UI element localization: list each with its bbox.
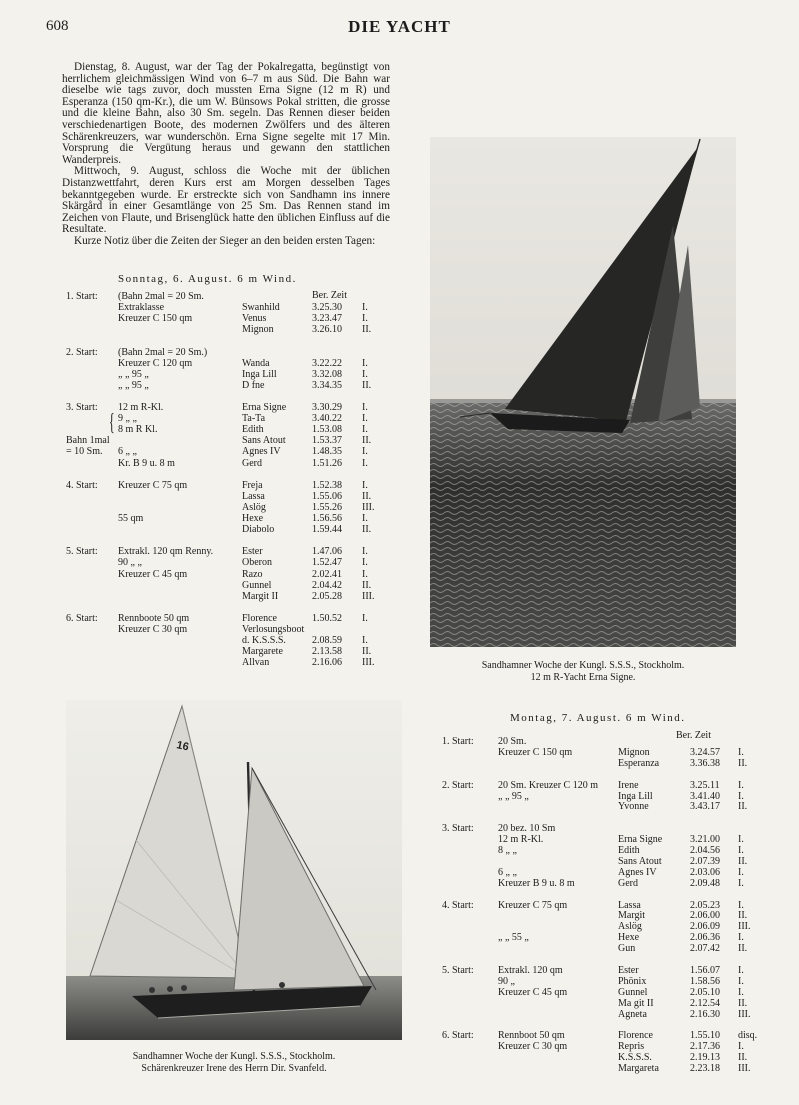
results-row xyxy=(66,313,396,324)
results-row xyxy=(442,921,772,932)
class-label: Kreuzer C 75 qm xyxy=(498,899,568,911)
sunday-results-title: Sonntag, 6. August. 6 m Wind. xyxy=(118,273,297,285)
boat-name: Sans Atout xyxy=(242,435,286,447)
results-row xyxy=(442,878,772,889)
boat-name: Lassa xyxy=(618,899,641,911)
corrected-time: 2.19.13 xyxy=(690,1052,720,1064)
photo-irene xyxy=(66,700,402,1040)
boat-name: Mignon xyxy=(242,324,274,336)
corrected-time: 3.34.35 xyxy=(312,379,342,391)
results-row xyxy=(442,845,772,856)
corrected-time: 2.06.09 xyxy=(690,921,720,933)
results-row xyxy=(442,1009,772,1020)
corrected-time: 3.30.29 xyxy=(312,402,342,413)
placing: II. xyxy=(362,490,372,502)
corrected-time: 1.59.44 xyxy=(312,524,342,536)
results-row xyxy=(66,413,396,424)
corrected-time: 3.40.22 xyxy=(312,413,342,425)
placing: I. xyxy=(738,975,744,987)
photo-erna-signe-image xyxy=(430,137,736,647)
start-label: 1. Start: xyxy=(66,291,98,302)
boat-name: Allvan xyxy=(242,657,270,669)
class-label: 90 „ „ xyxy=(118,557,142,569)
class-label: (Bahn 2mal = 20 Sm. xyxy=(118,291,204,302)
corrected-time: 2.08.59 xyxy=(312,635,342,647)
class-label: 6 „ „ xyxy=(498,866,517,878)
placing: I. xyxy=(738,779,744,791)
results-row xyxy=(442,976,772,987)
results-row xyxy=(66,502,396,513)
results-row xyxy=(66,458,396,469)
results-row xyxy=(66,557,396,568)
results-row xyxy=(66,602,396,613)
boat-name: Gunnel xyxy=(618,986,648,998)
results-row xyxy=(442,954,772,965)
corrected-time: 3.24.57 xyxy=(690,746,720,758)
boat-name: Gun xyxy=(618,943,636,955)
boat-name: Ta-Ta xyxy=(242,413,266,425)
placing: I. xyxy=(362,368,368,380)
placing: II. xyxy=(362,524,372,536)
class-label: Kreuzer C 75 qm xyxy=(118,479,188,491)
results-row xyxy=(442,736,772,747)
placing: I. xyxy=(362,424,368,436)
placing: III. xyxy=(738,921,751,933)
class-label: Kreuzer B 9 u. 8 m xyxy=(498,877,575,889)
corrected-time: 3.36.38 xyxy=(690,757,720,769)
boat-name: Swanhild xyxy=(242,302,280,314)
placing: I. xyxy=(362,612,368,624)
photo-irene-caption xyxy=(66,1051,402,1075)
boat-name: K.S.S.S. xyxy=(618,1052,652,1064)
class-label: Kr. B 9 u. 8 m xyxy=(118,457,175,469)
results-row xyxy=(442,769,772,780)
results-row xyxy=(442,1030,772,1041)
results-row xyxy=(66,535,396,546)
class-label: „ „ 95 „ xyxy=(498,790,529,802)
boat-name: Verlosungsboot xyxy=(242,624,305,635)
placing: III. xyxy=(362,657,375,669)
results-row xyxy=(66,469,396,480)
corrected-time: 2.17.36 xyxy=(690,1041,720,1053)
boat-name: Agnes IV xyxy=(242,446,281,458)
boat-name: Florence xyxy=(242,612,277,624)
caption-line: Sandhamner Woche der Kungl. S.S.S., Stockholm. xyxy=(132,1051,336,1062)
class-label: Rennboot 50 qm xyxy=(498,1030,565,1042)
corrected-time: 2.05.23 xyxy=(690,899,720,911)
class-label: Extraklasse xyxy=(118,302,165,314)
intro-paragraph: Dienstag, 8. August, war der Tag der Pokalregatta, begünstigt von herrlichem gleichmässigen Wind von 6–7 m aus Süd. Die Bahn war dieselbe wie tags zuvor, doch mussten Erna Signe (12 m R) und Esperanza (150 qm-Kr.), die um W. Bünsows Pokal stritten, die grosse und die kleine Bahn, also 30 Sm. segeln. Das Rennen dieser beiden verschiedenartigen Boote, des modernen Zwölfers und des älteren Schärenkreuzers, war wunderschön. Erna Signe segelte mit 17 Min. Vorsprung die Vergütung heraus und gewann den stattlichen Wanderpreis. xyxy=(62,61,390,166)
boat-name: Margit II xyxy=(242,590,279,602)
results-row xyxy=(66,480,396,491)
results-row xyxy=(66,380,396,391)
corrected-time: 2.05.28 xyxy=(312,590,342,602)
corrected-time: 1.53.08 xyxy=(312,424,342,436)
results-row xyxy=(66,335,396,346)
placing: II. xyxy=(738,997,748,1009)
boat-name: Ester xyxy=(242,546,263,558)
results-row xyxy=(442,823,772,834)
results-row xyxy=(442,1019,772,1030)
corrected-time: 1.52.38 xyxy=(312,479,342,491)
corrected-time: 1.56.07 xyxy=(690,964,720,976)
class-label: (Bahn 2mal = 20 Sm.) xyxy=(118,346,208,358)
start-label: 5. Start: xyxy=(442,964,474,976)
boat-name: Irene xyxy=(618,779,639,791)
class-label: Kreuzer C 45 qm xyxy=(498,986,568,998)
corrected-time: 3.22.22 xyxy=(312,357,342,369)
corrected-time: 1.47.06 xyxy=(312,546,342,558)
placing: I. xyxy=(362,479,368,491)
results-row xyxy=(442,812,772,823)
results-row xyxy=(66,546,396,557)
placing: II. xyxy=(738,855,748,867)
results-row xyxy=(66,491,396,502)
placing: I. xyxy=(362,457,368,469)
photo-irene-image xyxy=(66,700,402,1040)
class-label: 20 Sm. Kreuzer C 120 m xyxy=(498,779,598,791)
placing: I. xyxy=(738,834,744,846)
placing: disq. xyxy=(738,1030,758,1042)
start-label: 2. Start: xyxy=(66,346,98,358)
placing: III. xyxy=(362,501,375,513)
results-row xyxy=(66,424,396,435)
class-label: 12 m R-Kl. xyxy=(118,402,164,413)
results-row xyxy=(442,867,772,878)
boat-name: Hexe xyxy=(242,513,264,524)
corrected-time: 2.07.39 xyxy=(690,855,720,867)
start-label: 4. Start: xyxy=(442,899,474,911)
class-label: 8 „ „ xyxy=(498,845,517,856)
results-row xyxy=(442,747,772,758)
page-number: 608 xyxy=(46,18,69,34)
photo-erna-signe-caption xyxy=(430,660,736,684)
brace-mark: { xyxy=(108,410,115,436)
boat-name: Hexe xyxy=(618,932,640,944)
start-label: 2. Start: xyxy=(442,779,474,791)
intro-paragraph: Mittwoch, 9. August, schloss die Woche mit der üblichen Distanzwettfahrt, deren Kurs erst am Morgen desselben Tages bekanntgegeben wurde. Er erstreckte sich von Sandhamn ins innere Skärgård in einer Gesamtlänge von 25 Sm. Das Rennen stand im Zeichen von Flaute, und Brisenglück hatte den üblichen Einfluss auf die Resultate. xyxy=(62,165,390,236)
results-row xyxy=(442,987,772,998)
placing: I. xyxy=(738,964,744,976)
corrected-time: 2.05.10 xyxy=(690,986,720,998)
corrected-time: 3.26.10 xyxy=(312,324,342,336)
corrected-time: 2.23.18 xyxy=(690,1063,720,1074)
boat-name: Gunnel xyxy=(242,579,272,591)
boat-name: Edith xyxy=(242,424,264,436)
results-row xyxy=(66,580,396,591)
placing: I. xyxy=(362,357,368,369)
sunday-time-header: Ber. Zeit xyxy=(312,290,347,301)
corrected-time: 3.32.08 xyxy=(312,368,342,380)
results-row xyxy=(442,758,772,769)
placing: II. xyxy=(738,1052,748,1064)
sunday-results-table xyxy=(66,291,396,669)
placing: II. xyxy=(362,435,372,447)
placing: I. xyxy=(362,557,368,569)
corrected-time: 2.06.36 xyxy=(690,932,720,944)
corrected-time: 1.51.26 xyxy=(312,457,342,469)
corrected-time: 2.06.00 xyxy=(690,910,720,922)
results-row xyxy=(442,780,772,791)
results-row xyxy=(66,435,396,446)
results-row xyxy=(442,943,772,954)
results-row xyxy=(66,524,396,535)
boat-name: Aslög xyxy=(242,501,266,513)
corrected-time: 1.55.26 xyxy=(312,501,342,513)
corrected-time: 2.12.54 xyxy=(690,997,720,1009)
boat-name: Razo xyxy=(242,568,263,580)
corrected-time: 3.25.30 xyxy=(312,302,342,314)
class-label: 8 m R Kl. xyxy=(118,424,158,436)
results-row xyxy=(442,932,772,943)
results-row xyxy=(66,657,396,668)
placing: II. xyxy=(362,324,372,336)
results-row xyxy=(66,569,396,580)
placing: III. xyxy=(362,590,375,602)
photo-erna-signe xyxy=(430,137,736,647)
placing: I. xyxy=(738,746,744,758)
boat-name: Sans Atout xyxy=(618,855,662,867)
placing: I. xyxy=(738,866,744,878)
corrected-time: 1.48.35 xyxy=(312,446,342,458)
class-label: 9 „ „ xyxy=(118,413,137,425)
class-label: Kreuzer C 150 qm xyxy=(498,746,573,758)
class-label: 90 „ xyxy=(498,975,515,987)
corrected-time: 1.55.10 xyxy=(690,1030,720,1042)
class-label: 20 Sm. xyxy=(498,736,527,747)
corrected-time: 1.50.52 xyxy=(312,612,342,624)
placing: I. xyxy=(362,568,368,580)
placing: I. xyxy=(362,413,368,425)
boat-name: Yvonne xyxy=(618,801,649,813)
start-label: 5. Start: xyxy=(66,546,98,558)
results-row xyxy=(442,856,772,867)
results-row xyxy=(66,624,396,635)
class-label: Kreuzer C 30 qm xyxy=(498,1041,568,1053)
placing: I. xyxy=(362,313,368,325)
start-label: 6. Start: xyxy=(66,612,98,624)
results-row xyxy=(442,889,772,900)
class-label: Kreuzer C 30 qm xyxy=(118,624,188,635)
results-row xyxy=(66,446,396,457)
monday-results-table xyxy=(442,736,772,1076)
boat-name: Margarete xyxy=(242,646,283,658)
results-row xyxy=(66,324,396,335)
results-row xyxy=(66,613,396,624)
boat-name: Venus xyxy=(242,313,267,325)
class-label: 55 qm xyxy=(118,513,144,524)
boat-name: Ester xyxy=(618,964,639,976)
boat-name: Wanda xyxy=(242,357,270,369)
placing: I. xyxy=(738,790,744,802)
results-row xyxy=(66,591,396,602)
results-row xyxy=(442,910,772,921)
corrected-time: 2.16.30 xyxy=(690,1008,720,1020)
start-label: 1. Start: xyxy=(442,736,474,747)
start-label: 6. Start: xyxy=(442,1030,474,1042)
placing: I. xyxy=(738,845,744,856)
caption-line: Schärenkreuzer Irene des Herrn Dir. Svanfeld. xyxy=(141,1063,327,1074)
class-label: „ „ 55 „ xyxy=(498,932,529,944)
boat-name: Lassa xyxy=(242,490,265,502)
results-row xyxy=(66,635,396,646)
results-row xyxy=(442,965,772,976)
corrected-time: 3.25.11 xyxy=(690,779,720,791)
results-row xyxy=(442,900,772,911)
start-label: 3. Start: xyxy=(66,402,98,413)
corrected-time: 2.09.48 xyxy=(690,877,720,889)
intro-paragraph: Kurze Notiz über die Zeiten der Sieger an den beiden ersten Tagen: xyxy=(74,234,376,247)
start-label: Bahn 1mal xyxy=(66,435,110,447)
boat-name: Erna Signe xyxy=(242,402,287,413)
placing: I. xyxy=(362,446,368,458)
boat-name: Mignon xyxy=(618,746,650,758)
boat-name: Edith xyxy=(618,845,640,856)
placing: II. xyxy=(738,943,748,955)
boat-name: Florence xyxy=(618,1030,653,1042)
placing: I. xyxy=(362,513,368,524)
placing: I. xyxy=(362,635,368,647)
placing: II. xyxy=(738,757,748,769)
placing: I. xyxy=(362,546,368,558)
placing: III. xyxy=(738,1008,751,1020)
class-label: Kreuzer C 120 qm xyxy=(118,357,193,369)
boat-name: Margareta xyxy=(618,1063,659,1074)
boat-name: Inga Lill xyxy=(618,790,653,802)
corrected-time: 3.43.17 xyxy=(690,801,720,813)
placing: II. xyxy=(362,646,372,658)
running-title: DIE YACHT xyxy=(348,17,451,36)
start-label: 4. Start: xyxy=(66,479,98,491)
class-label: Extrakl. 120 qm xyxy=(498,964,563,976)
corrected-time: 2.04.42 xyxy=(312,579,342,591)
corrected-time: 1.52.47 xyxy=(312,557,342,569)
intro-text xyxy=(62,62,390,248)
class-label: Extrakl. 120 qm Renny. xyxy=(118,546,214,558)
placing: I. xyxy=(362,402,368,413)
corrected-time: 3.21.00 xyxy=(690,834,720,846)
monday-time-header: Ber. Zeit xyxy=(676,730,711,741)
placing: II. xyxy=(738,910,748,922)
boat-name: Inga Lill xyxy=(242,368,277,380)
boat-name: D fne xyxy=(242,379,265,391)
boat-name: Aslög xyxy=(618,921,642,933)
class-label: Rennboote 50 qm xyxy=(118,612,190,624)
corrected-time: 1.56.56 xyxy=(312,513,342,524)
placing: II. xyxy=(738,801,748,813)
corrected-time: 1.58.56 xyxy=(690,975,720,987)
results-row xyxy=(442,834,772,845)
corrected-time: 2.02.41 xyxy=(312,568,342,580)
class-label: Kreuzer C 150 qm xyxy=(118,313,193,325)
corrected-time: 3.23.47 xyxy=(312,313,342,325)
boat-name: Oberon xyxy=(242,557,272,569)
boat-name: d. K.S.S.S. xyxy=(242,635,286,647)
corrected-time: 2.16.06 xyxy=(312,657,342,669)
results-row xyxy=(442,998,772,1009)
results-row xyxy=(66,291,396,302)
corrected-time: 1.53.37 xyxy=(312,435,342,447)
boat-name: Repris xyxy=(618,1041,645,1053)
boat-name: Ma git II xyxy=(618,997,654,1009)
results-row xyxy=(442,801,772,812)
results-row xyxy=(66,302,396,313)
results-row xyxy=(66,646,396,657)
caption-line: Sandhamner Woche der Kungl. S.S.S., Stockholm. xyxy=(481,660,685,671)
boat-name: Gerd xyxy=(242,457,262,469)
class-label: „ „ 95 „ xyxy=(118,379,149,391)
class-label: 20 bez. 10 Sm xyxy=(498,823,556,835)
start-label: = 10 Sm. xyxy=(66,446,103,458)
placing: I. xyxy=(738,986,744,998)
corrected-time: 1.55.06 xyxy=(312,490,342,502)
placing: I. xyxy=(738,1041,744,1053)
placing: II. xyxy=(362,579,372,591)
placing: I. xyxy=(738,877,744,889)
boat-name: Esperanza xyxy=(618,757,660,769)
class-label: Kreuzer C 45 qm xyxy=(118,568,188,580)
results-row xyxy=(66,369,396,380)
results-row xyxy=(442,1063,772,1074)
boat-name: Agneta xyxy=(618,1008,647,1020)
results-row xyxy=(442,1052,772,1063)
class-label: 12 m R-Kl. xyxy=(498,834,544,846)
results-row xyxy=(66,347,396,358)
corrected-time: 3.41.40 xyxy=(690,790,720,802)
boat-name: Diabolo xyxy=(242,524,275,536)
placing: I. xyxy=(738,899,744,911)
corrected-time: 2.07.42 xyxy=(690,943,720,955)
results-row xyxy=(66,402,396,413)
class-label: „ „ 95 „ xyxy=(118,368,149,380)
placing: III. xyxy=(738,1063,751,1074)
placing: I. xyxy=(362,302,368,314)
placing: I. xyxy=(738,932,744,944)
boat-name: Phönix xyxy=(618,975,647,987)
boat-name: Freja xyxy=(242,479,263,491)
placing: II. xyxy=(362,379,372,391)
boat-name: Agnes IV xyxy=(618,866,657,878)
sail-number: 16 xyxy=(175,739,190,754)
caption-line: 12 m R-Yacht Erna Signe. xyxy=(530,672,636,683)
results-row xyxy=(66,513,396,524)
start-label: 3. Start: xyxy=(442,823,474,835)
results-row xyxy=(66,391,396,402)
corrected-time: 2.13.58 xyxy=(312,646,342,658)
results-row xyxy=(66,358,396,369)
results-row xyxy=(442,1041,772,1052)
monday-results-title: Montag, 7. August. 6 m Wind. xyxy=(510,712,686,724)
boat-name: Erna Signe xyxy=(618,834,663,846)
corrected-time: 2.04.56 xyxy=(690,845,720,856)
boat-name: Margit xyxy=(618,910,646,922)
class-label: 6 „ „ xyxy=(118,446,137,458)
boat-name: Gerd xyxy=(618,877,638,889)
corrected-time: 2.03.06 xyxy=(690,866,720,878)
results-row xyxy=(442,791,772,802)
